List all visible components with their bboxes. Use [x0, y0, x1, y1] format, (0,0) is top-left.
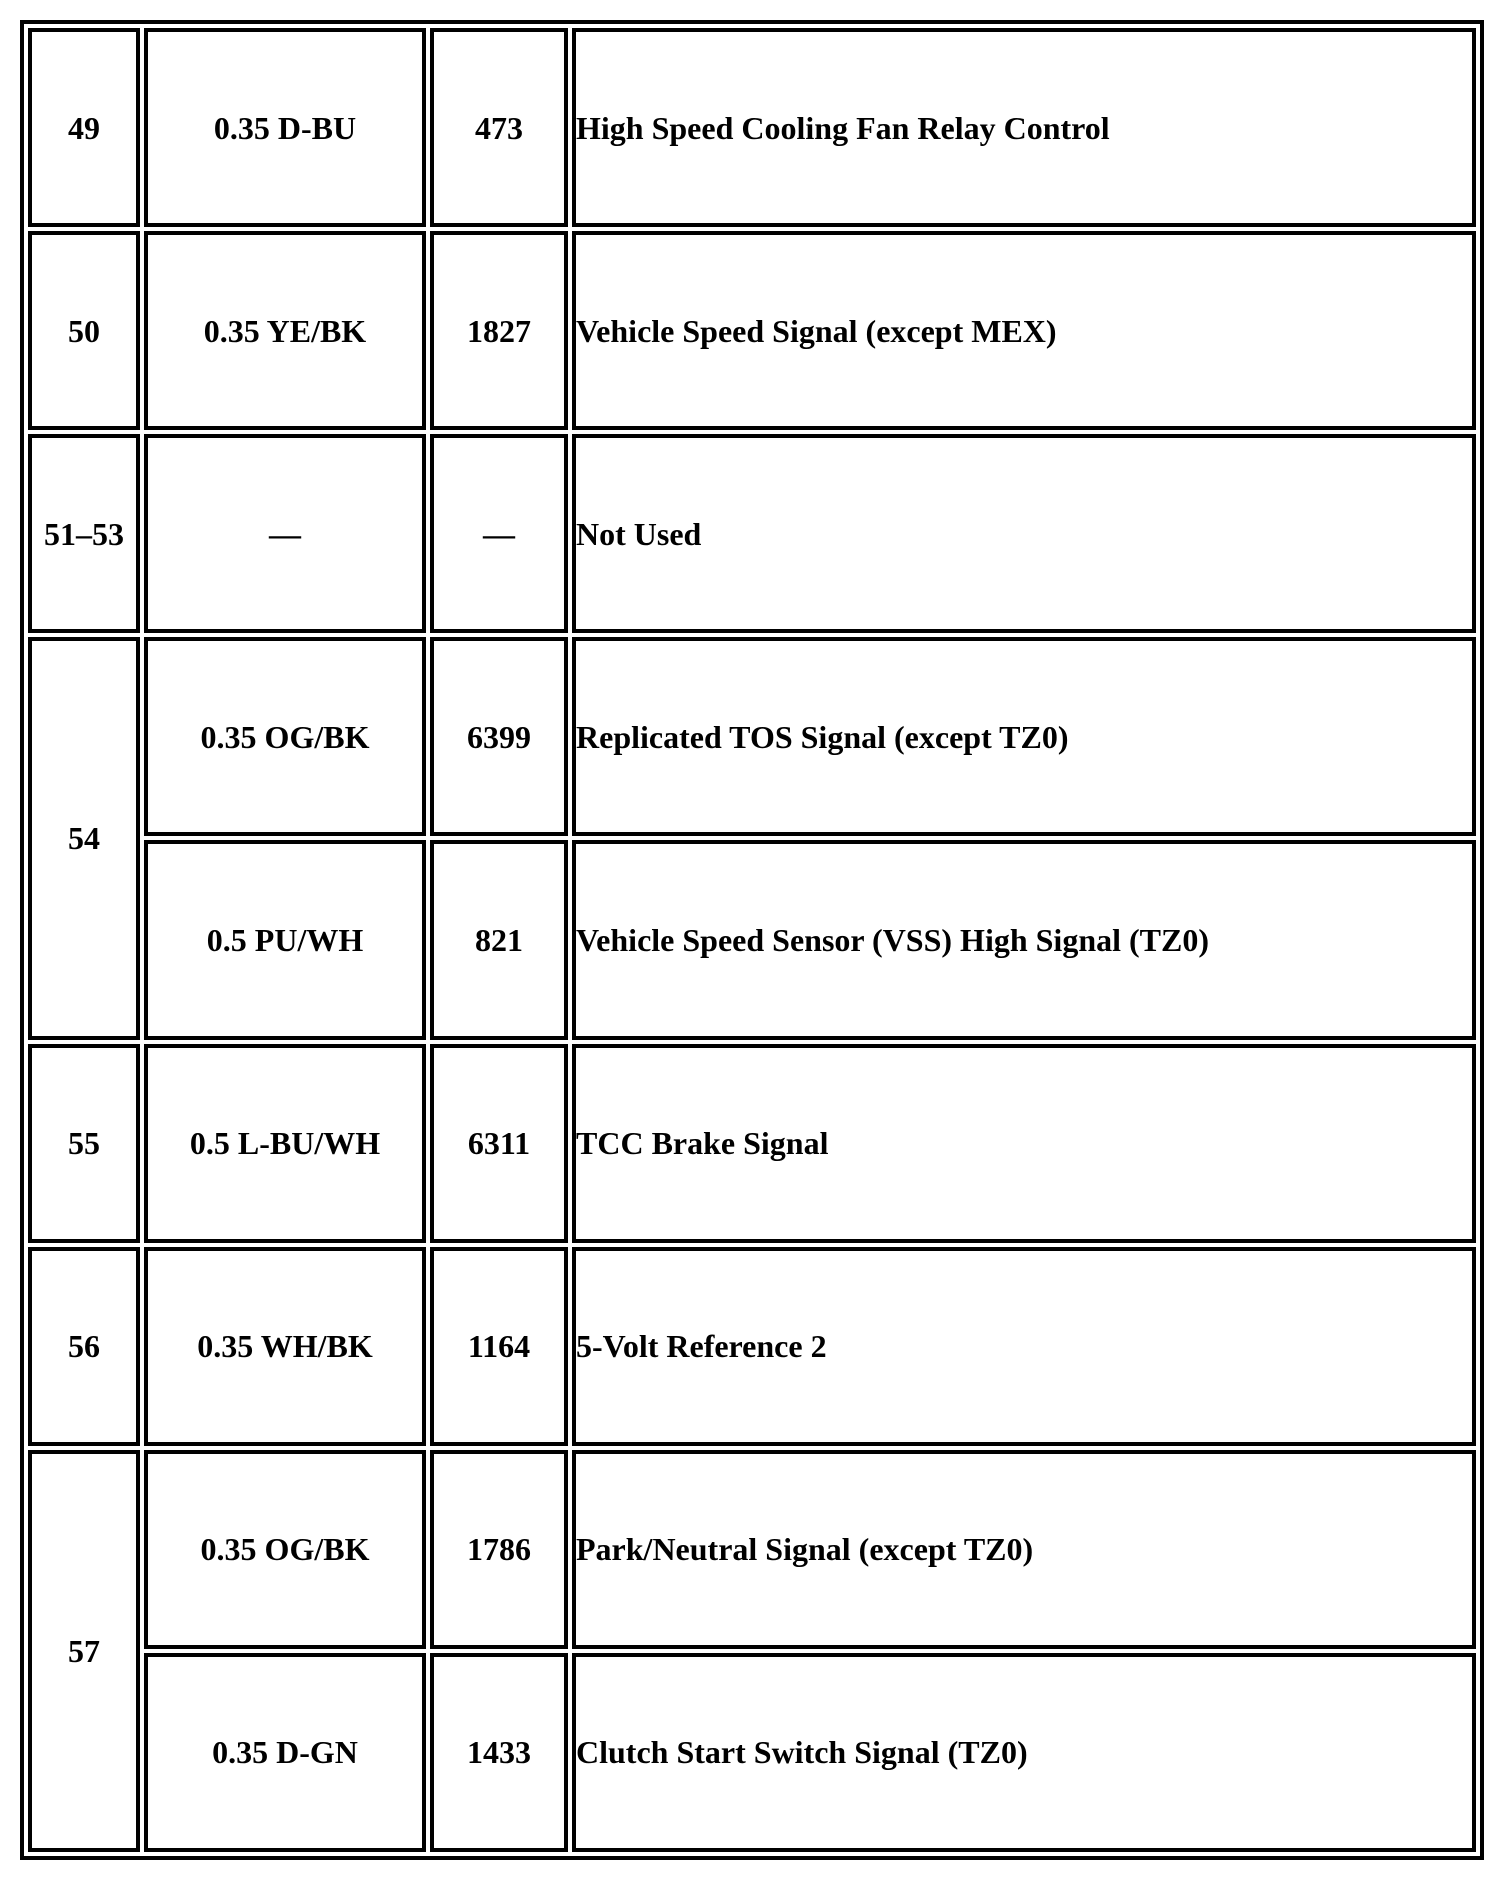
function-cell: Clutch Start Switch Signal (TZ0) [572, 1653, 1476, 1852]
circuit-number-cell: 6399 [430, 637, 568, 836]
pin-cell: 57 [28, 1450, 140, 1852]
wire-color-cell: 0.35 OG/BK [144, 1450, 426, 1649]
pin-cell: 51–53 [28, 434, 140, 633]
connector-pinout-table [24, 24, 1480, 1856]
pin-cell: 54 [28, 637, 140, 1039]
wire-color-cell: 0.35 YE/BK [144, 231, 426, 430]
pin-cell: 50 [28, 231, 140, 430]
wire-color-cell: 0.5 L-BU/WH [144, 1044, 426, 1243]
wire-color-cell: 0.35 D-BU [144, 28, 426, 227]
pin-cell: 49 [28, 28, 140, 227]
wire-color-cell: 0.35 D-GN [144, 1653, 426, 1852]
circuit-number-cell: 821 [430, 840, 568, 1039]
circuit-number-cell: 1827 [430, 231, 568, 430]
circuit-number-cell: 6311 [430, 1044, 568, 1243]
circuit-number-cell: 1786 [430, 1450, 568, 1649]
function-cell: Replicated TOS Signal (except TZ0) [572, 637, 1476, 836]
function-cell: Not Used [572, 434, 1476, 633]
function-cell: Vehicle Speed Sensor (VSS) High Signal (TZ0) [572, 840, 1476, 1039]
wire-color-cell: 0.35 WH/BK [144, 1247, 426, 1446]
function-cell: 5-Volt Reference 2 [572, 1247, 1476, 1446]
wire-color-cell: 0.35 OG/BK [144, 637, 426, 836]
table-row [28, 1450, 1476, 1649]
function-cell: Park/Neutral Signal (except TZ0) [572, 1450, 1476, 1649]
circuit-number-cell: 1433 [430, 1653, 568, 1852]
table-row [28, 1247, 1476, 1446]
pin-cell: 55 [28, 1044, 140, 1243]
table-row [28, 840, 1476, 1039]
pin-cell: 56 [28, 1247, 140, 1446]
function-cell: High Speed Cooling Fan Relay Control [572, 28, 1476, 227]
wire-color-cell: — [144, 434, 426, 633]
function-cell: TCC Brake Signal [572, 1044, 1476, 1243]
circuit-number-cell: — [430, 434, 568, 633]
table-row [28, 1653, 1476, 1852]
pinout-table-frame [20, 20, 1484, 1860]
wire-color-cell: 0.5 PU/WH [144, 840, 426, 1039]
table-row [28, 434, 1476, 633]
circuit-number-cell: 1164 [430, 1247, 568, 1446]
table-row [28, 1044, 1476, 1243]
table-row [28, 231, 1476, 430]
function-cell: Vehicle Speed Signal (except MEX) [572, 231, 1476, 430]
table-row [28, 637, 1476, 836]
table-row [28, 28, 1476, 227]
circuit-number-cell: 473 [430, 28, 568, 227]
